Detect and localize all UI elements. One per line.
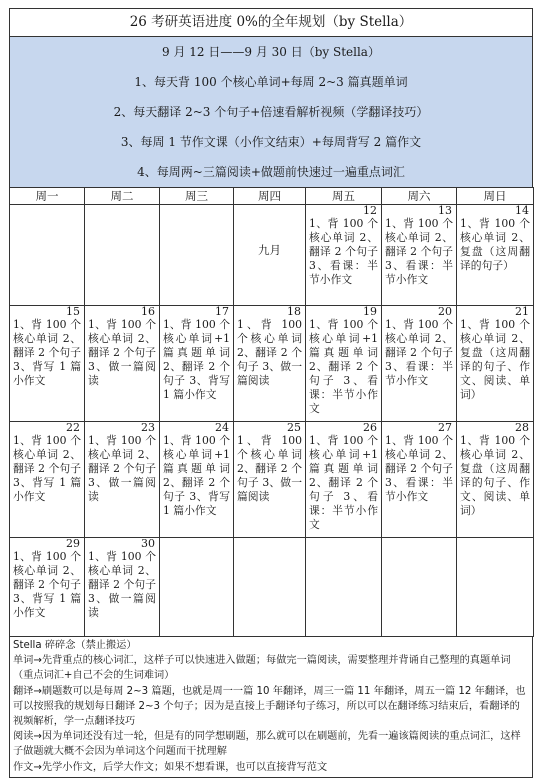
empty-day-cell (10, 205, 85, 306)
empty-day-cell (306, 538, 382, 637)
empty-day-cell (234, 538, 306, 637)
weekday-header: 周五 (306, 188, 382, 205)
week-row (10, 422, 534, 538)
day-number: 15 (66, 305, 80, 318)
notes-reading: 阅读→因为单词还没有过一轮，但是有的同学想刷题，那么就可以在刷题前，先看一遍该篇阅读的重点词汇，这样子做题就大概不会因为单词这个问题而干扰理解 (13, 731, 521, 758)
empty-day-cell (160, 538, 234, 637)
day-number: 17 (215, 305, 229, 318)
plan-summary (9, 36, 533, 187)
day-tasks: 1、背 100 个核心单词 2、复盘（这周翻译的句子、作文、阅读、单词） (460, 434, 530, 517)
day-cell (457, 306, 534, 422)
day-tasks: 1、背 100 个核心单词+1 篇真题单词 2、翻译 2 个句子 3、看课：半节小作文 (309, 434, 378, 531)
day-number: 22 (66, 421, 80, 434)
day-tasks: 1、背 100 个核心单词 2、复盘（这周翻译的句子、作文、阅读、单词） (460, 318, 530, 401)
day-cell (457, 422, 534, 538)
weekday-header-row (10, 188, 534, 205)
day-cell (10, 422, 85, 538)
day-cell (85, 538, 160, 637)
day-cell (10, 538, 85, 637)
empty-day-cell (85, 205, 160, 306)
plan-item: 3、每周 1 节作文课（小作文结束）+每周背写 2 篇作文 (120, 135, 422, 149)
day-tasks: 1、背 100 个核心单词+1 篇真题单词 2、翻译 2 个句子 3、背写 1 篇小作文 (163, 434, 230, 517)
week-row (10, 538, 534, 637)
empty-day-cell (382, 538, 457, 637)
day-cell (306, 422, 382, 538)
day-number: 21 (515, 305, 529, 318)
notes-translation: 翻译→刷题数可以是每周 2~3 篇题，也就是周一一篇 10 年翻译，周三一篇 11 年翻译，周五一篇 12 年翻译，也可以按照我的规划每日翻译 2~3 个句子；因为是直接上手翻译句子练习，所以可以在翻译练习结束后，看翻译的视频解析，学一点翻译技巧 (13, 685, 526, 728)
month-label: 九月 (258, 243, 281, 257)
day-number: 27 (438, 421, 452, 434)
weekday-header: 周一 (10, 188, 85, 205)
month-cell (234, 205, 306, 306)
day-cell (160, 306, 234, 422)
day-tasks: 1、背 100 个核心单词 2、复盘（这周翻译的句子） (460, 217, 530, 272)
weekday-header: 周日 (457, 188, 534, 205)
day-number: 16 (141, 305, 155, 318)
weekday-header: 周四 (234, 188, 306, 205)
day-tasks: 1、背 100 个核心单词 2、翻译 2 个句子 3、看课：半节小作文 (385, 318, 453, 387)
day-number: 20 (438, 305, 452, 318)
day-tasks: 1、背 100 个核心单词 2、翻译 2 个句子 3、做一篇阅读 (88, 318, 156, 387)
plan-document (9, 8, 533, 778)
day-cell (382, 422, 457, 538)
weekday-header: 周三 (160, 188, 234, 205)
day-tasks: 1、背 100 个核心单词 2、翻译 2 个句子 3、背写 1 篇小作文 (13, 550, 81, 619)
day-number: 18 (287, 305, 301, 318)
day-number: 28 (515, 421, 529, 434)
day-tasks: 1、背 100 个核心单词 2、翻译 2 个句子 3、做一篇阅读 (237, 434, 302, 503)
day-number: 12 (363, 204, 377, 217)
notes-section (9, 637, 533, 778)
day-tasks: 1、背 100 个核心单词+1 篇真题单词 2、翻译 2 个句子 3、看课：半节小作文 (309, 318, 378, 415)
day-number: 24 (215, 421, 229, 434)
notes-header: Stella 碎碎念（禁止搬运） (13, 640, 137, 651)
day-number: 30 (141, 537, 155, 550)
day-number: 13 (438, 204, 452, 217)
day-number: 26 (363, 421, 377, 434)
day-tasks: 1、背 100 个核心单词 2、翻译 2 个句子 3、看课：半节小作文 (309, 217, 378, 286)
day-number: 19 (363, 305, 377, 318)
day-tasks: 1、背 100 个核心单词 2、翻译 2 个句子 3、看课：半节小作文 (385, 434, 453, 503)
day-tasks: 1、背 100 个核心单词 2、翻译 2 个句子 3、看课：半节小作文 (385, 217, 453, 286)
day-cell (234, 422, 306, 538)
calendar-table (9, 187, 534, 637)
day-tasks: 1、背 100 个核心单词 2、翻译 2 个句子 3、做一篇阅读 (237, 318, 302, 387)
day-number: 29 (66, 537, 80, 550)
day-cell (382, 205, 457, 306)
day-cell (160, 422, 234, 538)
day-tasks: 1、背 100 个核心单词 2、翻译 2 个句子 3、做一篇阅读 (88, 550, 156, 619)
day-cell (10, 306, 85, 422)
week-row (10, 306, 534, 422)
day-tasks: 1、背 100 个核心单词 2、翻译 2 个句子 3、背写 1 篇小作文 (13, 318, 81, 387)
day-tasks: 1、背 100 个核心单词 2、翻译 2 个句子 3、背写 1 篇小作文 (13, 434, 81, 503)
day-cell (85, 422, 160, 538)
plan-item: 2、每天翻译 2~3 个句子+倍速看解析视频（学翻译技巧） (113, 105, 429, 119)
empty-day-cell (457, 538, 534, 637)
day-cell (306, 205, 382, 306)
week-row (10, 205, 534, 306)
weekday-header: 周六 (382, 188, 457, 205)
day-tasks: 1、背 100 个核心单词 2、翻译 2 个句子 3、做一篇阅读 (88, 434, 156, 503)
page-title: 26 考研英语进度 0%的全年规划（by Stella） (9, 8, 533, 36)
day-number: 25 (287, 421, 301, 434)
day-number: 14 (515, 204, 529, 217)
notes-writing: 作文→先学小作文，后学大作文；如果不想看课，也可以直接背写范文 (13, 761, 328, 773)
day-cell (457, 205, 534, 306)
empty-day-cell (160, 205, 234, 306)
day-tasks: 1、背 100 个核心单词+1 篇真题单词 2、翻译 2 个句子 3、背写 1 篇小作文 (163, 318, 230, 401)
weekday-header: 周二 (85, 188, 160, 205)
notes-words: 单词→先背重点的核心词汇，这样子可以快速进入做题；每做完一篇阅读，需要整理并背诵自己整理的真题单词（重点词汇+自己不会的生词难词） (13, 655, 511, 682)
day-cell (306, 306, 382, 422)
day-cell (234, 306, 306, 422)
plan-period: 9 月 12 日——9 月 30 日（by Stella） (162, 45, 380, 59)
day-number: 23 (141, 421, 155, 434)
plan-item: 1、每天背 100 个核心单词+每周 2~3 篇真题单词 (134, 75, 408, 89)
plan-item: 4、每周两~三篇阅读+做题前快速过一遍重点词汇 (137, 165, 405, 179)
day-cell (85, 306, 160, 422)
day-cell (382, 306, 457, 422)
